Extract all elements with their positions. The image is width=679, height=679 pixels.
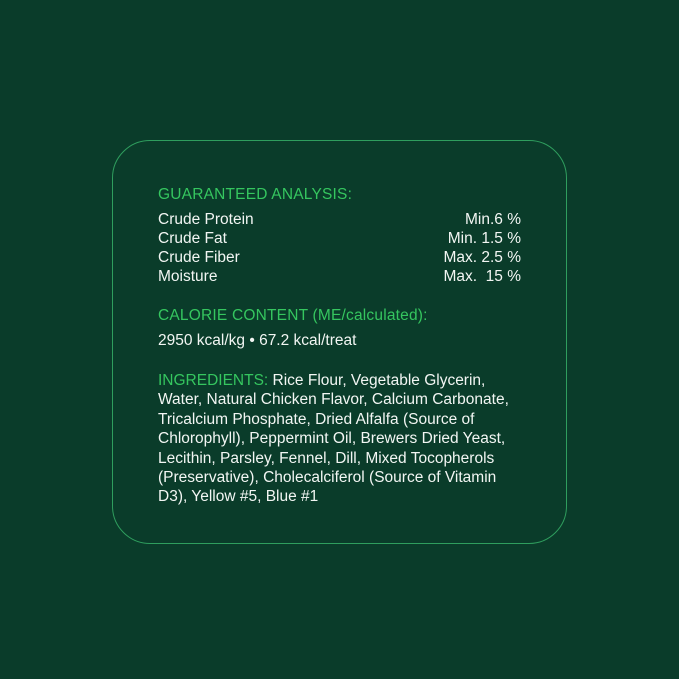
ingredients-heading: INGREDIENTS: [158, 372, 269, 389]
table-row [158, 267, 521, 286]
nutrient-value: Max. 2.5 % [443, 249, 521, 266]
nutrient-value: Max. 15 % [443, 268, 521, 285]
calorie-content-heading: CALORIE CONTENT (ME/calculated): [158, 307, 428, 324]
guaranteed-analysis-heading: GUARANTEED ANALYSIS: [158, 186, 353, 203]
section-spacer [158, 350, 540, 371]
nutrient-name: Moisture [158, 268, 218, 285]
nutrient-value: Min. 1.5 % [447, 230, 521, 247]
nutrient-name: Crude Fiber [158, 249, 240, 266]
guaranteed-analysis-section [158, 186, 540, 286]
nutrient-value: Min.6 % [465, 211, 521, 228]
ingredients-section [158, 371, 540, 507]
nutrient-name: Crude Protein [158, 211, 254, 228]
ingredients-paragraph [158, 371, 528, 507]
calorie-content-section [158, 307, 540, 350]
table-row [158, 248, 521, 267]
section-spacer [158, 286, 540, 307]
ingredients-text: Rice Flour, Vegetable Glycerin, Water, Natural Chicken Flavor, Calcium Carbonate, Tricalcium Phosphate, Dried Alfalfa (Source of Chlorophyll), Peppermint Oil, Brewers Dried Yeast, Lecithin, Parsley, Fennel, Dill, Mixed Tocopherols (Preservative), Cholecalciferol (Source of Vitamin D3), Yellow #5, Blue #1 [158, 372, 509, 506]
nutrition-panel [112, 140, 567, 544]
table-row [158, 210, 521, 229]
guaranteed-analysis-table [158, 210, 521, 286]
table-row [158, 229, 521, 248]
calorie-content-value: 2950 kcal/kg • 67.2 kcal/treat [158, 332, 357, 349]
nutrition-panel-content [158, 186, 540, 507]
nutrient-name: Crude Fat [158, 230, 227, 247]
